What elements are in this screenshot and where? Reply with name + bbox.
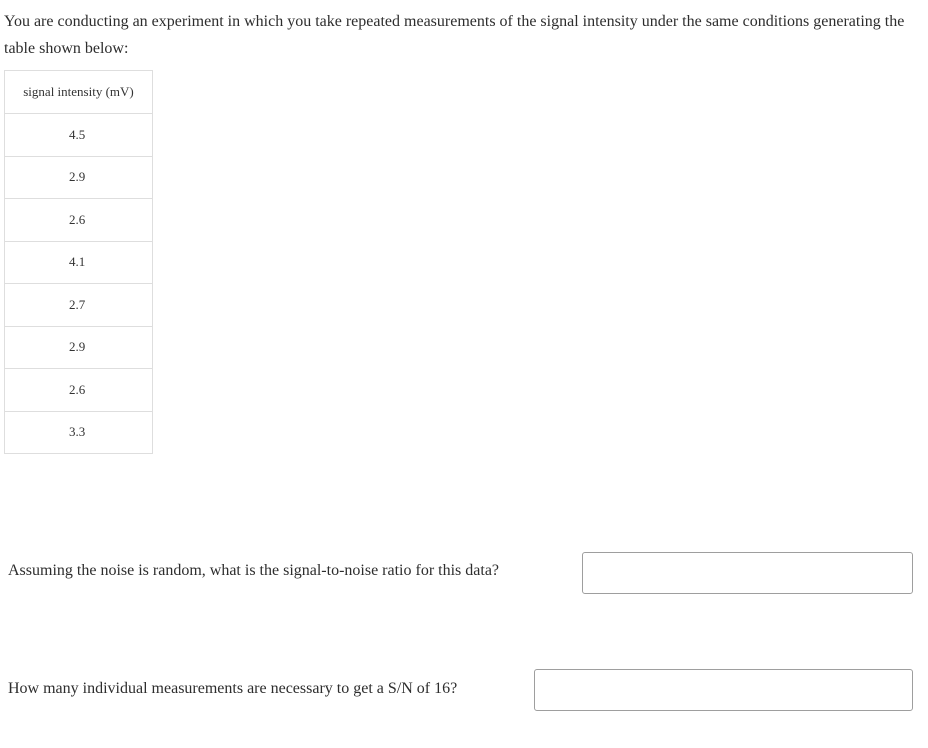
table-row [5,326,153,369]
table-cell: 2.9 [5,156,153,199]
signal-intensity-table [4,70,153,454]
table-cell: 2.6 [5,199,153,242]
question-signal-to-noise: Assuming the noise is random, what is the signal-to-noise ratio for this data? [8,562,500,579]
table-cell: 4.1 [5,241,153,284]
table-row [5,114,153,157]
table-row [5,284,153,327]
intro-text: You are conducting an experiment in which you take repeated measurements of the signal intensity under the same conditions generating the table shown below: [4,13,905,57]
table-cell: 2.6 [5,369,153,412]
table-row [5,411,153,454]
table-row [5,156,153,199]
table-row [5,241,153,284]
table-cell: 2.7 [5,284,153,327]
question-measurements-needed: How many individual measurements are necessary to get a S/N of 16? [8,680,458,697]
table-row [5,199,153,242]
column-header-signal-intensity: signal intensity (mV) [5,71,153,114]
measurements-needed-answer-input[interactable] [534,669,913,711]
signal-to-noise-answer-input[interactable] [582,552,913,594]
table-cell: 3.3 [5,411,153,454]
table-row [5,369,153,412]
table-cell: 2.9 [5,326,153,369]
table-header-row [5,71,153,114]
table-cell: 4.5 [5,114,153,157]
